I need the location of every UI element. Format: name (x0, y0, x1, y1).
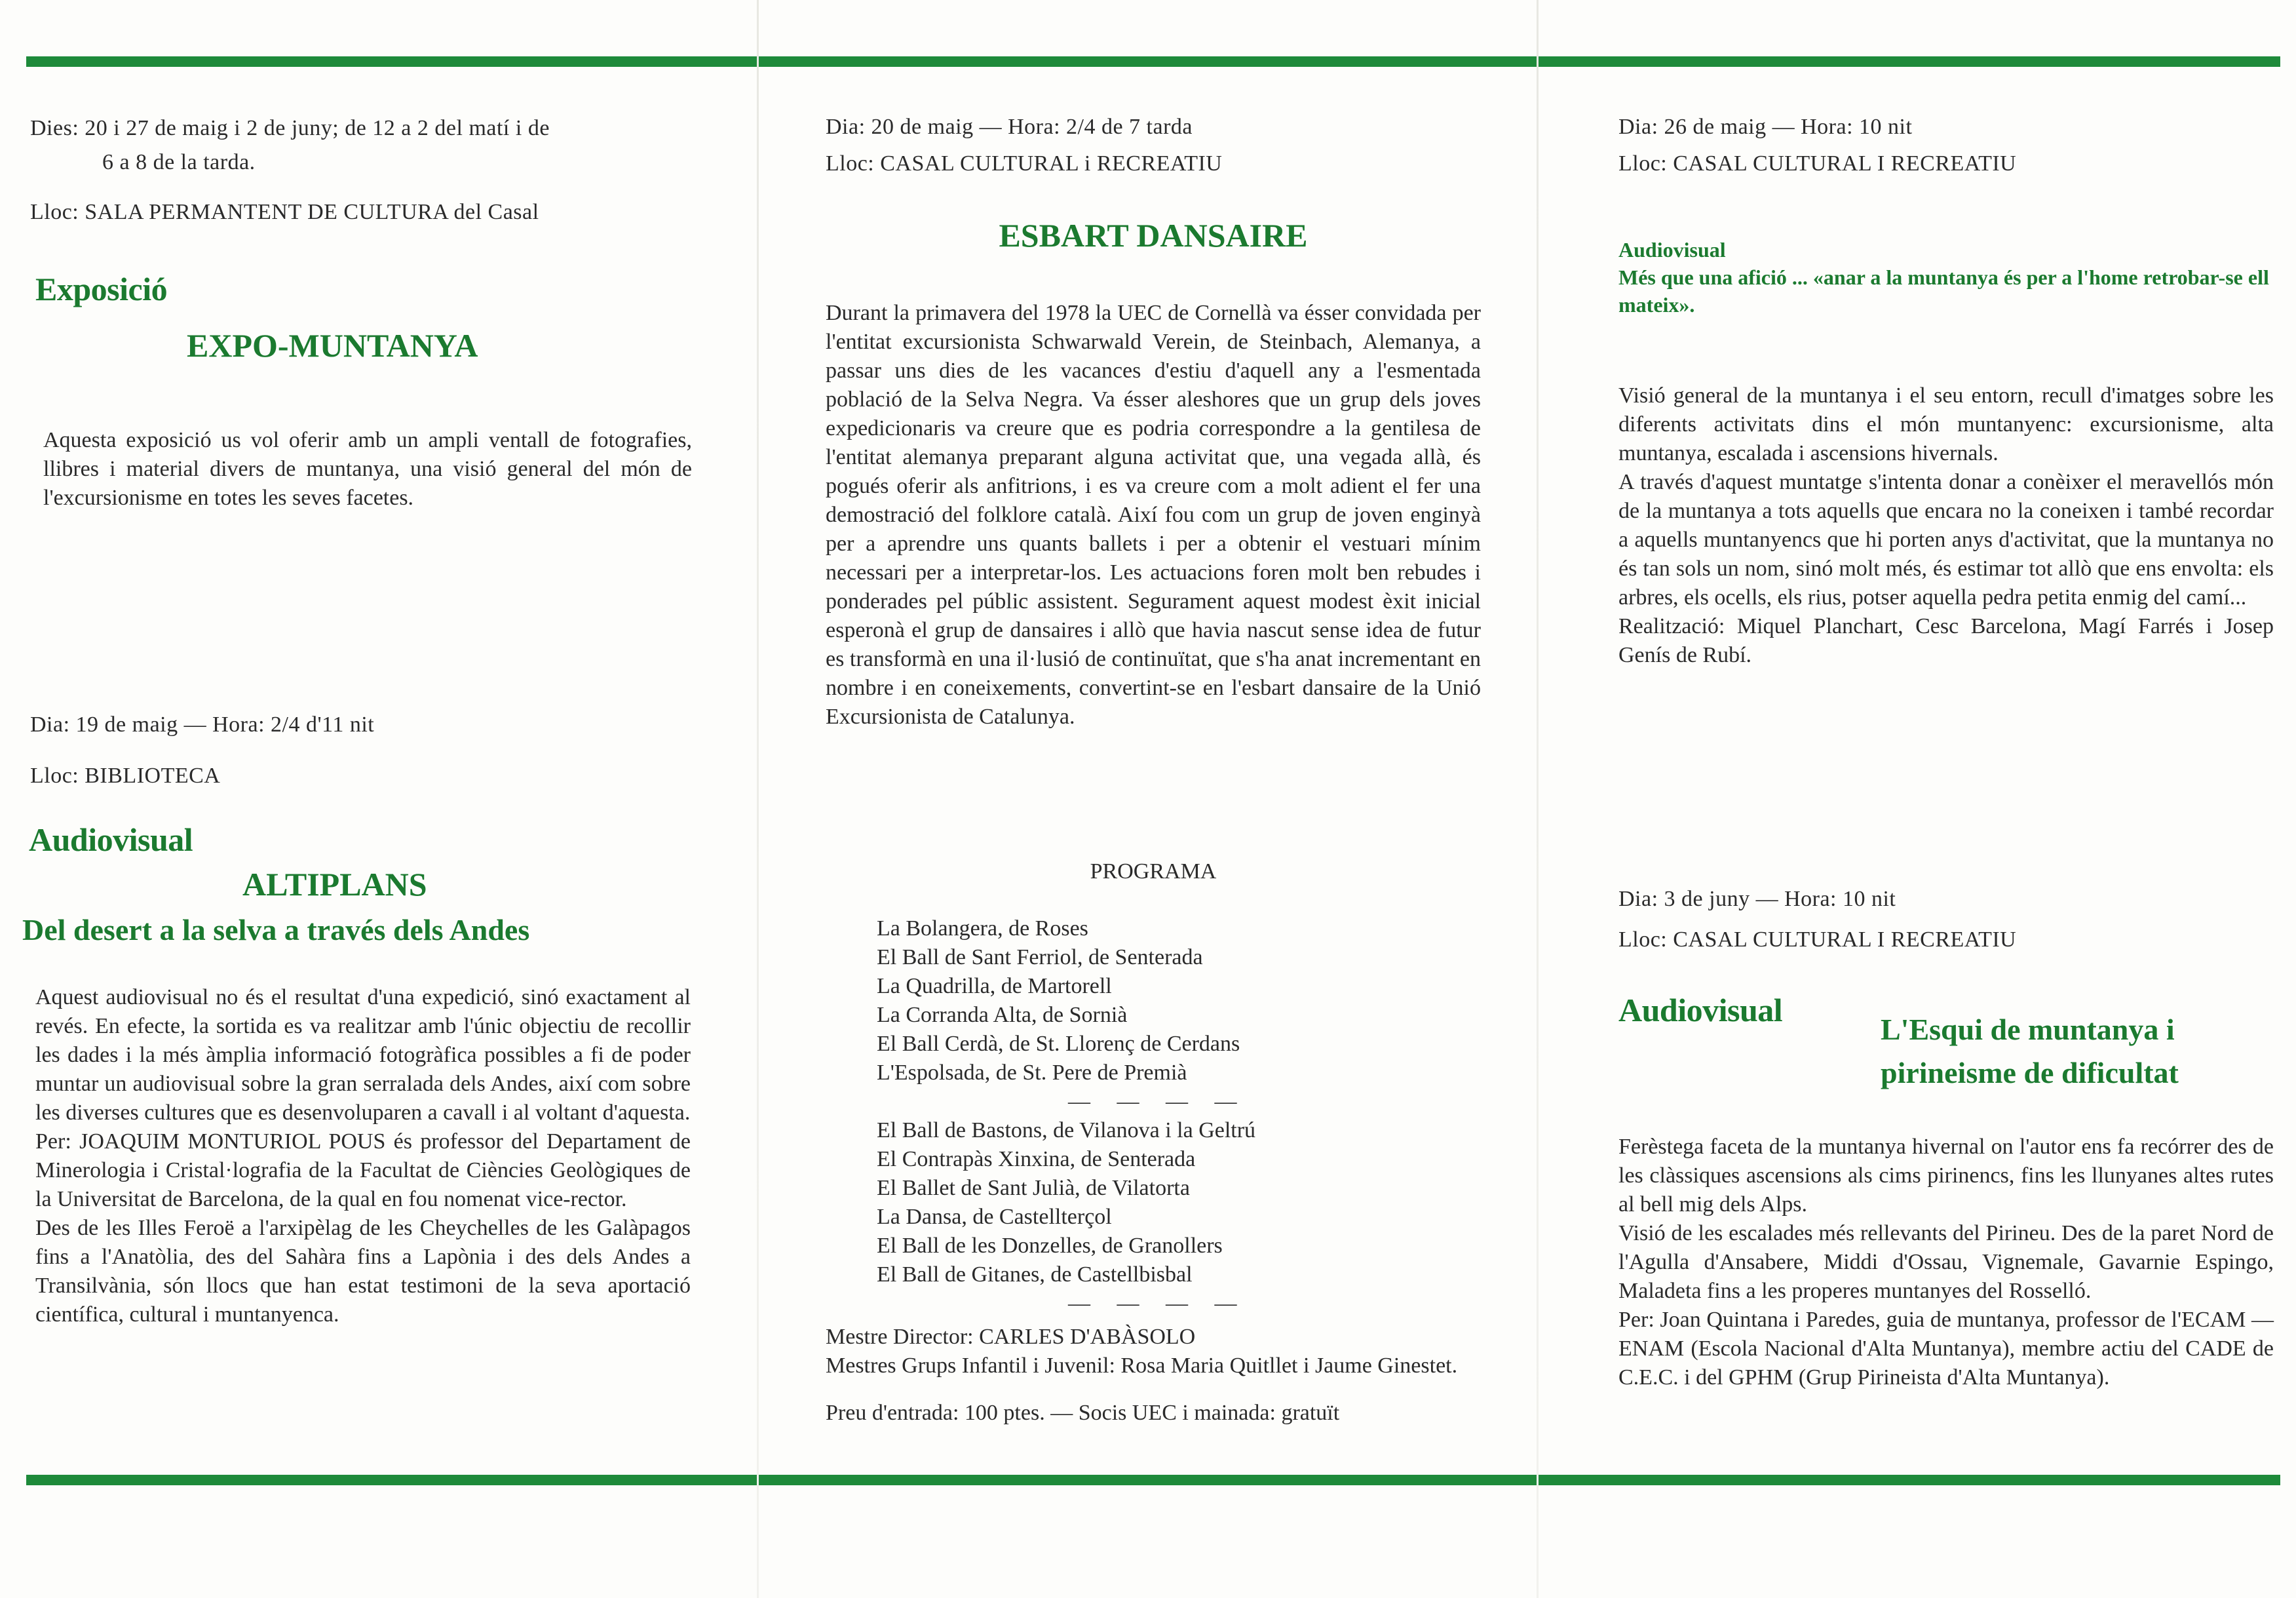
esbart-title: ESBART DANSAIRE (999, 217, 1308, 254)
event2-date: Dia: 19 de maig — Hora: 2/4 d'11 nit (30, 712, 375, 737)
event3-header (1618, 236, 2274, 319)
programa-item: La Quadrilla, de Martorell (877, 974, 1112, 998)
column-center (826, 98, 1481, 1462)
esbart-mestres: Mestres Grups Infantil i Juvenil: Rosa Maria Quitllet i Jaume Ginestet. (826, 1354, 1458, 1378)
programa-item: El Ball Cerdà, de St. Llorenç de Cerdans (877, 1032, 1240, 1056)
esbart-description: Durant la primavera del 1978 la UEC de Cornellà va ésser convidada per l'entitat excursionista Schwarwald Verein, de Steinbach, Alemanya, a passar uns dies de les vacances d'estiu d'aquell any a l'esmentada població de la Selva Negra. Va ésser aleshores que un grup dels joves expedicionaris va creure que es podria correspondre a la gentilesa de l'entitat alemanya preparant alguna activitat que, una vegada allà, és pogués oferir als anfitrions, i es va creure com a molt adient el fer una demostració del folklore català. Així fou com un grup de joven enginyà per a aprendre uns quants ballets i per a obtenir el vestuari mínim necessari per a interpretar-los. Les actuacions foren molt ben rebudes i ponderades pel públic assistent. Segurament aquest modest èxit inicial esperonà el grup de dansaires i allò que havia nascut sense idea de futur es transformà en una il·lusió de continuïtat, que s'ha anat incrementant en nombre i en coneixements, convertint-se en l'esbart dansaire de la Unió Excursionista de Catalunya. (826, 301, 1481, 729)
event4-title-line-1: L'Esqui de muntanya i (1881, 1013, 2175, 1046)
event1-category: Exposició (35, 271, 168, 307)
programa-item: El Ball de Gitanes, de Castellbisbal (877, 1262, 1193, 1287)
event4-date: Dia: 3 de juny — Hora: 10 nit (1618, 887, 1896, 911)
programa-list (877, 914, 1466, 1318)
programa-item: La Corranda Alta, de Sornià (877, 1003, 1128, 1027)
programa-item: La Bolangera, de Roses (877, 916, 1088, 941)
fold-line-left (757, 0, 759, 1598)
event4-paragraph-3: Per: Joan Quintana i Paredes, guia de muntanya, professor de l'ECAM — ENAM (Escola Nacional d'Alta Muntanya), membre actiu del CADE de C.E.C. i del GPHM (Grup Pirineista d'Alta Muntanya). (1618, 1308, 2274, 1390)
programa-heading: PROGRAMA (1090, 859, 1217, 884)
event2-paragraph-2: Per: JOAQUIM MONTURIOL POUS és professor del Departament de Minerologia i Cristal·lografia de la Facultat de Ciències Geològiques de la Universitat de Barcelona, de la qual en fou nomenat vice-rector. (35, 1129, 691, 1211)
event3-paragraph-1: Visió general de la muntanya i el seu entorn, recull d'imatges sobre les diferents activitats dins el món muntanyenc: excursionisme, alta muntanya, escalada i ascensions hivernals. (1618, 383, 2274, 465)
event3-title: Més que una afició ... «anar a la muntanya és per a l'home retrobar-se ell mateix». (1618, 265, 2269, 317)
top-green-rule (26, 56, 2280, 67)
event3-paragraph-2: A través d'aquest muntatge s'intenta donar a conèixer el meravellós món de la muntanya a tots aquells que encara no la coneixen i també recordar a aquells muntanyencs que hi porten anys d'activitat, que la muntanya no és tan sols un nom, sinó molt més, és estimar tot allò que ens envolta: els arbres, els ocells, els rius, potser aquella pedra petita enmig del camí... (1618, 470, 2274, 610)
event2-title: ALTIPLANS (242, 866, 427, 903)
event3-place: Lloc: CASAL CULTURAL I RECREATIU (1618, 151, 2017, 176)
event3-category: Audiovisual (1618, 238, 1726, 262)
programa-item: El Contrapàs Xinxina, de Senterada (877, 1147, 1196, 1171)
event1-title: EXPO-MUNTANYA (187, 327, 478, 364)
event4-category: Audiovisual (1618, 992, 1783, 1028)
event2-category: Audiovisual (29, 821, 193, 858)
event4-place: Lloc: CASAL CULTURAL I RECREATIU (1618, 927, 2017, 952)
event1-dates: Dies: 20 i 27 de maig i 2 de juny; de 12 a 2 del matí i de (30, 116, 550, 140)
programa-separator: — — — — (1068, 1291, 1248, 1315)
event2-place: Lloc: BIBLIOTECA (30, 764, 221, 788)
event2-paragraph-1: Aquest audiovisual no és el resultat d'una expedició, sinó exactament al revés. En efecte, la sortida es va realitzar amb l'únic objectiu de recollir les dades i la més àmplia informació fotogràfica possibles a fi de poder muntar un audiovisual sobre la gran serralada dels Andes, així com sobre les diverses cultures que es desenvoluparen a cavall i al voltant d'aquesta. (35, 985, 691, 1125)
event1-place: Lloc: SALA PERMANTENT DE CULTURA del Casal (30, 200, 539, 224)
programa-item: L'Espolsada, de St. Pere de Premià (877, 1061, 1187, 1085)
fold-line-right (1537, 0, 1539, 1598)
programa-separator: — — — — (1068, 1089, 1248, 1114)
event4-paragraph-1: Ferèstega faceta de la muntanya hivernal on l'autor ens fa recórrer des de les clàssiques ascensions als cims pirinencs, fins les llunyanes altes rutes al bell mig dels Alps. (1618, 1135, 2274, 1217)
event2-subtitle: Del desert a la selva a través dels Andes (22, 913, 530, 946)
programa-item: El Ball de Sant Ferriol, de Senterada (877, 945, 1203, 969)
column-left (22, 98, 695, 1462)
event2-paragraph-3: Des de les Illes Feroë a l'arxipèlag de les Cheychelles de les Galàpagos fins a l'Anatòlia, des del Sahàra fins a Lapònia i des dels Andes a Transilvània, són llocs que han estat testimoni de la seva aportació científica, cultural i muntanyenca. (35, 1216, 691, 1327)
programa-item: La Dansa, de Castellterçol (877, 1205, 1112, 1229)
bottom-green-rule (26, 1475, 2280, 1485)
event1-dates-cont: 6 a 8 de la tarda. (102, 150, 256, 174)
programa-item: El Ballet de Sant Julià, de Vilatorta (877, 1176, 1190, 1200)
esbart-price: Preu d'entrada: 100 ptes. — Socis UEC i mainada: gratuït (826, 1401, 1340, 1425)
event3-date: Dia: 26 de maig — Hora: 10 nit (1618, 115, 1913, 139)
event4-title-line-2: pirineisme de dificultat (1881, 1056, 2179, 1089)
event3-paragraph-3: Realització: Miquel Planchart, Cesc Barcelona, Magí Farrés i Josep Genís de Rubí. (1618, 614, 2274, 667)
event1-description: Aquesta exposició us vol oferir amb un ampli ventall de fotografies, llibres i material divers de muntanya, una visió general del món de l'excursionisme en totes les seves facetes. (43, 428, 692, 510)
programa-item: El Ball de les Donzelles, de Granollers (877, 1234, 1223, 1258)
esbart-director: Mestre Director: CARLES D'ABÀSOLO (826, 1325, 1196, 1349)
esbart-date: Dia: 20 de maig — Hora: 2/4 de 7 tarda (826, 115, 1193, 139)
column-right (1618, 98, 2274, 1462)
esbart-place: Lloc: CASAL CULTURAL i RECREATIU (826, 151, 1223, 176)
programa-item: El Ball de Bastons, de Vilanova i la Geltrú (877, 1118, 1256, 1142)
event4-paragraph-2: Visió de les escalades més rellevants del Pirineu. Des de la paret Nord de l'Agulla d'Ansabere, Middi d'Ossau, Vignemale, Gavarnie Espingo, Maladeta fins a les properes muntanyes del Rosselló. (1618, 1221, 2274, 1303)
